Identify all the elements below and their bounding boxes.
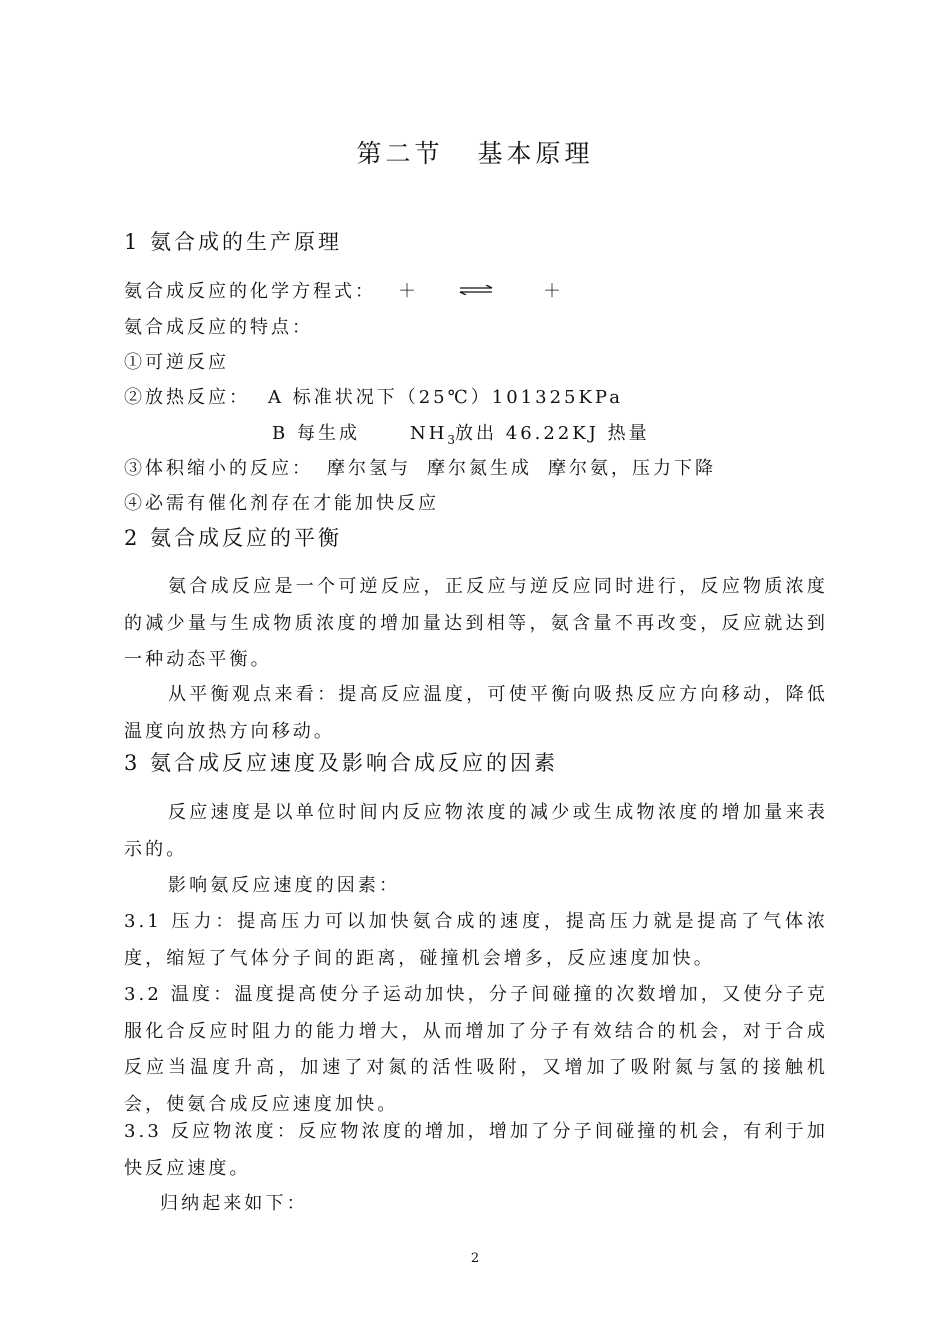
- equation-line: [124, 278, 564, 306]
- feature-3: [124, 455, 716, 483]
- page-title: [0, 136, 950, 172]
- section-2-heading: 2 氨合成反应的平衡: [124, 526, 343, 550]
- factor-3-2-temperature: 3.2 温度：温度提高使分子运动加快，分子间碰撞的次数增加，又使分子克服化合反应时阻力的能力增大，从而增加了分子有效结合的机会，对于合成反应当温度升高，加速了对氮的活性吸附，又增加了吸附氮与氢的接触机会，使氨合成反应速度加快。: [124, 984, 828, 1115]
- feature-1: ①可逆反应: [124, 352, 229, 373]
- feature-2-label: ②放热反应：: [124, 387, 250, 408]
- section-3-paragraph-1: 反应速度是以单位时间内反应物浓度的减少或生成物浓度的增加量来表示的。: [124, 802, 828, 860]
- feature-3-ammonia: 摩尔氨，压力下降: [548, 458, 716, 479]
- section-2-paragraph-1: 氨合成反应是一个可逆反应，正反应与逆反应同时进行，反应物质浓度的减少量与生成物质浓度的增加量达到相等，氨含量不再改变，反应就达到一种动态平衡。: [124, 576, 828, 670]
- features-label: 氨合成反应的特点：: [124, 317, 313, 338]
- feature-2: [124, 384, 623, 412]
- section-3-paragraph-2: 影响氨反应速度的因素：: [168, 875, 401, 896]
- nh3-formula: NH: [409, 423, 448, 444]
- feature-2-condition-b: [272, 420, 650, 454]
- feature-3-hydrogen: 摩尔氢与: [327, 458, 411, 479]
- section-1-heading: 1 氨合成的生产原理: [124, 230, 343, 254]
- feature-2-b-heat: 放出 46.22KJ 热量: [455, 423, 650, 444]
- equilibrium-arrow-icon: [459, 285, 493, 295]
- feature-2-b-text: B 每生成: [272, 423, 360, 444]
- equation-plus-1: ＋: [398, 281, 419, 302]
- equation-label: 氨合成反应的化学方程式：: [124, 281, 376, 302]
- feature-3-nitrogen: 摩尔氮生成: [427, 458, 532, 479]
- page-number: 2: [470, 1251, 480, 1266]
- title-section-name: 基本原理: [477, 139, 594, 168]
- factor-3-3-concentration: 3.3 反应物浓度：反应物浓度的增加，增加了分子间碰撞的机会，有利于加快反应速度。: [124, 1121, 828, 1179]
- summary-line: 归纳起来如下：: [160, 1193, 308, 1214]
- section-2-paragraph-2: 从平衡观点来看：提高反应温度，可使平衡向吸热反应方向移动，降低温度向放热方向移动。: [124, 684, 828, 742]
- feature-4: ④必需有催化剂存在才能加快反应: [124, 493, 439, 514]
- equation-plus-2: ＋: [543, 281, 564, 302]
- feature-3-label: ③体积缩小的反应：: [124, 458, 313, 479]
- title-section-number: 第二节: [356, 139, 444, 168]
- section-3-heading: 3 氨合成反应速度及影响合成反应的因素: [124, 751, 559, 775]
- nh3-subscript: 3: [447, 433, 456, 447]
- feature-2-condition-a: A 标准状况下（25℃）101325KPa: [268, 387, 623, 408]
- factor-3-1-pressure: 3.1 压力：提高压力可以加快氨合成的速度，提高压力就是提高了气体浓度，缩短了气体分子间的距离，碰撞机会增多，反应速度加快。: [124, 911, 828, 969]
